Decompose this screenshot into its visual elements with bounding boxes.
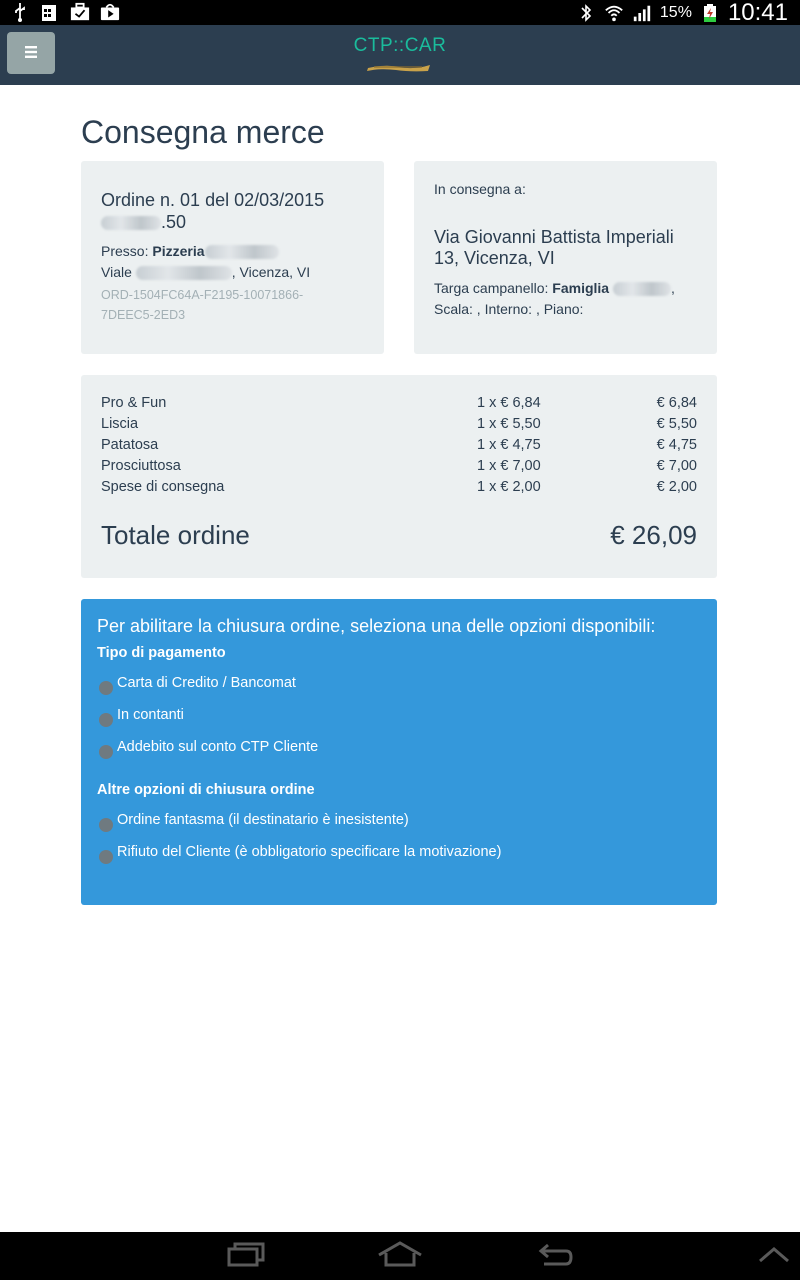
app-logo <box>366 62 432 72</box>
recent-apps-icon <box>226 1241 266 1271</box>
other-options <box>97 804 701 868</box>
item-total: € 4,75 <box>656 437 697 453</box>
system-status <box>576 0 788 25</box>
order-id-line1: ORD-1504FC64A-F2195-10071866- <box>101 288 304 302</box>
radio-button[interactable] <box>99 818 113 832</box>
order-shop-line <box>101 241 364 262</box>
bell-name: Famiglia <box>552 280 610 296</box>
radio-button[interactable] <box>99 681 113 695</box>
bluetooth-icon <box>576 3 596 23</box>
battery-percent: 15% <box>659 3 692 21</box>
payment-options <box>97 667 701 763</box>
home-icon <box>377 1241 423 1271</box>
payment-option-account[interactable] <box>97 731 701 763</box>
payment-option-card[interactable] <box>97 667 701 699</box>
option-label: Ordine fantasma (il destinatario è inesistente) <box>117 812 409 828</box>
item-name: Patatosa <box>101 437 159 453</box>
option-label: Addebito sul conto CTP Cliente <box>117 739 319 755</box>
shop-name: Pizzeria <box>152 243 205 259</box>
delivery-address-line1: Via Giovanni Battista Imperiali <box>434 227 674 247</box>
order-amount-tail: .50 <box>161 212 187 232</box>
order-id <box>101 285 364 325</box>
briefcase-check-icon <box>70 2 90 22</box>
delivery-info-card <box>414 161 717 354</box>
item-quantity-price: 1 x € 6,84 <box>477 395 541 411</box>
calendar-icon <box>40 2 60 22</box>
item-name: Pro & Fun <box>101 395 167 411</box>
item-quantity-price: 1 x € 2,00 <box>477 479 541 495</box>
expand-button[interactable] <box>744 1240 800 1272</box>
delivery-details <box>434 278 697 320</box>
item-total: € 6,84 <box>656 395 697 411</box>
delivery-extra: Scala: , Interno: , Piano: <box>434 301 584 317</box>
wifi-icon <box>604 3 624 23</box>
option-label: Rifiuto del Cliente (è obbligatorio specificare la motivazione) <box>117 844 502 860</box>
order-total-row <box>101 520 697 560</box>
order-id-line2: 7DEEC5-2ED3 <box>101 308 186 322</box>
app-header <box>0 25 800 85</box>
notification-icons <box>10 2 120 22</box>
item-quantity-price: 1 x € 5,50 <box>477 416 541 432</box>
home-button[interactable] <box>370 1240 430 1272</box>
clock: 10:41 <box>727 0 788 26</box>
bell-tail: , <box>670 280 675 296</box>
presso-label: Presso: <box>101 243 149 259</box>
system-nav-bar <box>0 1232 800 1280</box>
radio-button[interactable] <box>99 713 113 727</box>
status-bar <box>0 0 800 25</box>
bell-label: Targa campanello: <box>434 280 549 296</box>
payment-type-label: Tipo di pagamento <box>97 645 226 661</box>
radio-button[interactable] <box>99 745 113 759</box>
redacted-amount <box>101 216 161 230</box>
item-quantity-price: 1 x € 7,00 <box>477 458 541 474</box>
signal-icon <box>632 3 652 23</box>
delivery-address-line2: 13, Vicenza, VI <box>434 248 555 268</box>
item-quantity-price: 1 x € 4,75 <box>477 437 541 453</box>
order-shop-address <box>101 262 364 283</box>
item-total: € 2,00 <box>656 479 697 495</box>
redacted-shop-name <box>205 245 279 259</box>
address-prefix: Viale <box>101 264 132 280</box>
order-total-value: € 26,09 <box>610 520 697 550</box>
order-number: Ordine n. 01 del 02/03/2015 <box>101 190 325 210</box>
usb-icon <box>10 2 30 22</box>
close-order-instructions: Per abilitare la chiusura ordine, seleziona una delle opzioni disponibili: <box>97 616 656 636</box>
option-ghost-order[interactable] <box>97 804 701 836</box>
app-title: CTP::CAR <box>353 35 447 56</box>
table-row <box>101 395 697 416</box>
option-customer-refusal[interactable] <box>97 836 701 868</box>
chevron-up-icon <box>757 1244 791 1268</box>
order-items-card <box>81 375 717 578</box>
item-name: Spese di consegna <box>101 479 225 495</box>
order-info-card <box>81 161 384 354</box>
item-total: € 5,50 <box>656 416 697 432</box>
recent-apps-button[interactable] <box>216 1240 276 1272</box>
delivery-label: In consegna a: <box>434 181 526 197</box>
option-label: Carta di Credito / Bancomat <box>117 675 296 691</box>
table-row <box>101 437 697 458</box>
item-name: Liscia <box>101 416 139 432</box>
table-row <box>101 479 697 500</box>
item-total: € 7,00 <box>656 458 697 474</box>
table-row <box>101 458 697 479</box>
back-button[interactable] <box>526 1240 586 1272</box>
address-suffix: , Vicenza, VI <box>231 264 311 280</box>
page-title: Consegna merce <box>81 114 325 150</box>
option-label: In contanti <box>117 707 184 723</box>
back-icon <box>538 1241 574 1271</box>
table-row <box>101 416 697 437</box>
item-name: Prosciuttosa <box>101 458 181 474</box>
redacted-bell-name <box>613 282 671 296</box>
order-heading <box>101 189 364 233</box>
other-options-label: Altre opzioni di chiusura ordine <box>97 782 315 798</box>
redacted-street <box>136 266 232 280</box>
radio-button[interactable] <box>99 850 113 864</box>
play-store-icon <box>100 2 120 22</box>
delivery-address <box>434 227 697 269</box>
close-order-panel <box>81 599 717 905</box>
payment-option-cash[interactable] <box>97 699 701 731</box>
order-total-label: Totale ordine <box>101 520 250 550</box>
battery-charging-icon <box>700 3 720 23</box>
